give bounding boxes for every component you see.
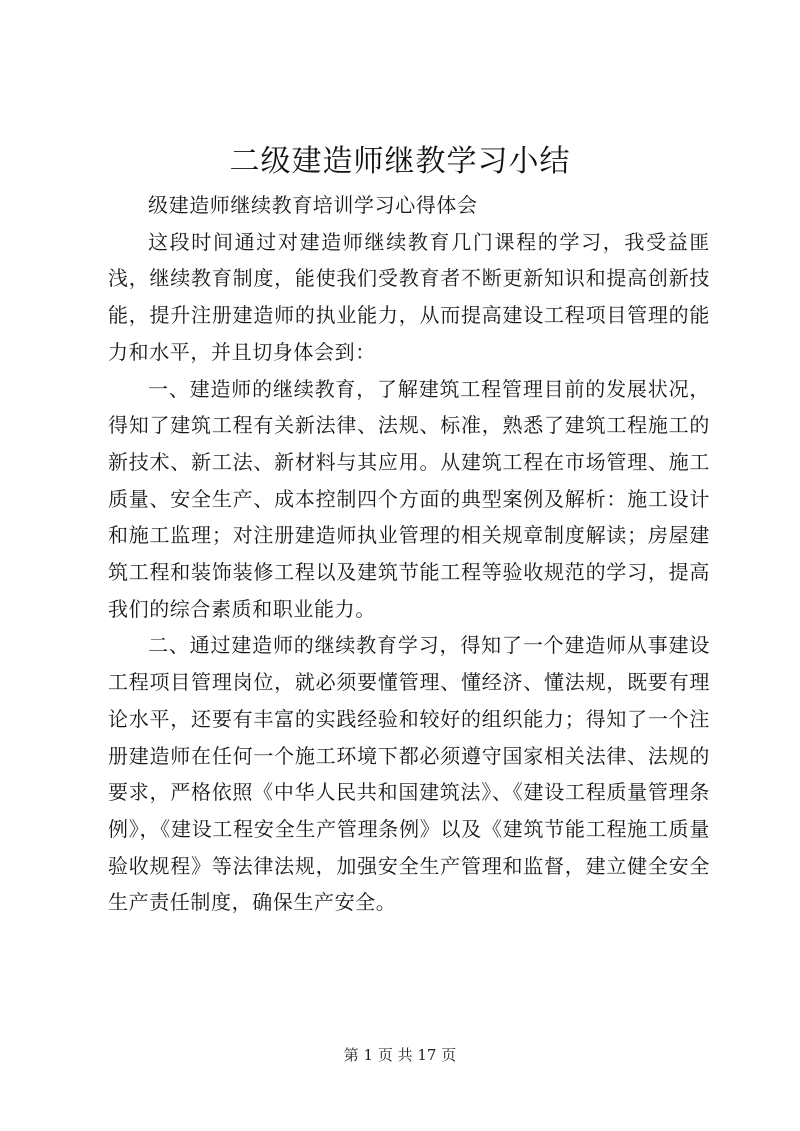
paragraph-subtitle: 级建造师继续教育培训学习心得体会: [148, 193, 478, 217]
page-footer: 第 1 页 共 17 页: [343, 1046, 457, 1064]
paragraph-intro: 这段时间通过对建造师继续教育几门课程的学习，我受益匪浅，继续教育制度，能使我们受教育者不断更新知识和提高创新技能，提升注册建造师的执业能力，从而提高建设工程项目管理的能力和水平，并且切身体会到：: [108, 229, 710, 364]
document-title: 二级建造师继教学习小结: [229, 144, 571, 179]
document-body: [108, 187, 710, 921]
paragraph-point-two: 二、通过建造师的继续教育学习，得知了一个建造师从事建设工程项目管理岗位，就必须要懂管理、懂经济、懂法规，既要有理论水平，还要有丰富的实践经验和较好的组织能力；得知了一个注册建造师在任何一个施工环境下都必须遵守国家相关法律、法规的要求，严格依照《中华人民共和国建筑法》、《建设工程质量管理条例》，《建设工程安全生产管理条例》以及《建筑节能工程施工质量验收规程》等法律法规，加强安全生产管理和监督，建立健全安全生产责任制度，确保生产安全。: [108, 633, 710, 915]
paragraph-point-one: 一、建造师的继续教育，了解建筑工程管理目前的发展状况，得知了建筑工程有关新法律、法规、标准，熟悉了建筑工程施工的新技术、新工法、新材料与其应用。从建筑工程在市场管理、施工质量、安全生产、成本控制四个方面的典型案例及解析：施工设计和施工监理；对注册建造师执业管理的相关规章制度解读；房屋建筑工程和装饰装修工程以及建筑节能工程等验收规范的学习，提高我们的综合素质和职业能力。: [108, 376, 710, 621]
